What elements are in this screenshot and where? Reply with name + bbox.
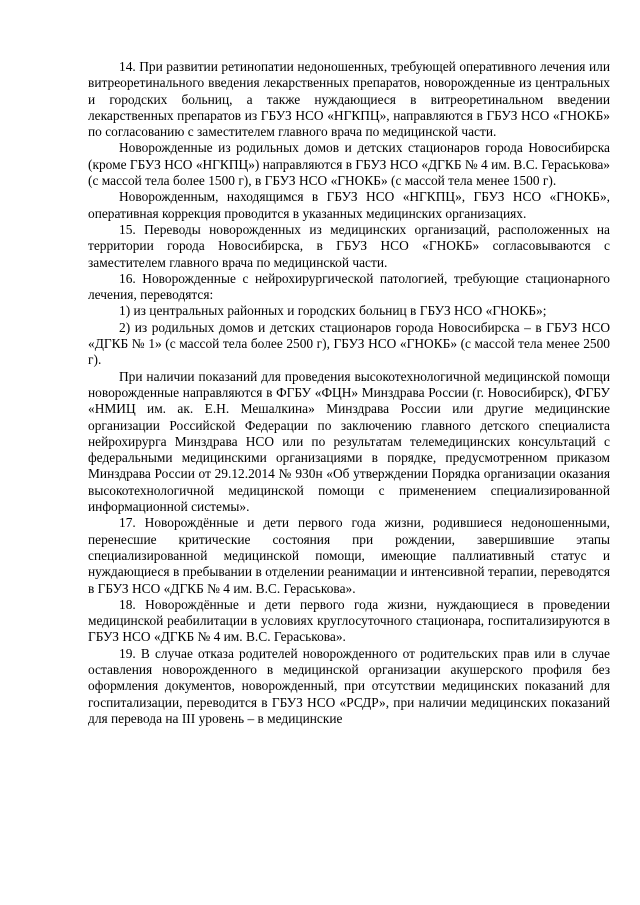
paragraph-15: 15. Переводы новорожденных из медицинских организаций, расположенных на территории города Новосибирска, в ГБУЗ НСО «ГНОКБ» согласовываются с заместителем главного врача по медицинской части. bbox=[88, 221, 610, 270]
paragraph-19: 19. В случае отказа родителей новорожденного от родительских прав или в случае оставления новорожденного в медицинской организации акушерского профиля без оформления документов, новорожденный, при отсутствии медицинских показаний для госпитализации, переводится в ГБУЗ НСО «РСДР», при наличии медицинских показаний для перевода на III уровень – в медицинские bbox=[88, 645, 610, 726]
list-item-1: 1) из центральных районных и городских больниц в ГБУЗ НСО «ГНОКБ»; bbox=[119, 303, 547, 319]
document-page bbox=[88, 59, 610, 727]
paragraph-17: 17. Новорождённые и дети первого года жизни, родившиеся недоношенными, перенесшие критические состояния при рождении, завершившие этапы специализированной медицинской помощи, имеющие паллиативный статус и нуждающиеся в пребывании в отделении реанимации и интенсивной терапии, переводятся в ГБУЗ НСО «ДГКБ № 4 им. В.С. Гераськова». bbox=[88, 515, 610, 596]
paragraph-18: 18. Новорождённые и дети первого года жизни, нуждающиеся в проведении медицинской реабилитации в условиях круглосуточного стационара, госпитализируются в ГБУЗ НСО «ДГКБ № 4 им. В.С. Гераськова». bbox=[88, 596, 610, 645]
paragraph-novosibirsk-transfer: Новорожденные из родильных домов и детских стационаров города Новосибирска (кроме ГБУЗ НСО «НГКПЦ») направляются в ГБУЗ НСО «ДГКБ № 4 им. В.С. Гераськова» (с массой тела более 1500 г), в ГБУЗ НСО «ГНОКБ» (с массой тела менее 1500 г). bbox=[88, 140, 610, 189]
list-item-2: 2) из родильных домов и детских стационаров города Новосибирска – в ГБУЗ НСО «ДГКБ № 1» (с массой тела более 2500 г), ГБУЗ НСО «ГНОКБ» (с массой тела менее 2500 г). bbox=[88, 319, 610, 368]
paragraph-14: 14. При развитии ретинопатии недоношенных, требующей оперативного лечения или витреоретинального введения лекарственных препаратов, новорожденные из центральных и городских больниц, а также нуждающиеся в витреоретинальном введении лекарственных препаратов из ГБУЗ НСО «НГКПЦ», направляются в ГБУЗ НСО «ГНОКБ» по согласованию с заместителем главного врача по медицинской части. bbox=[88, 59, 610, 140]
paragraph-operative-correction: Новорожденным, находящимся в ГБУЗ НСО «НГКПЦ», ГБУЗ НСО «ГНОКБ», оперативная коррекция проводится в указанных медицинских организациях. bbox=[88, 189, 610, 221]
paragraph-high-tech-care: При наличии показаний для проведения высокотехнологичной медицинской помощи новорожденные направляются в ФГБУ «ФЦН» Минздрава России (г. Новосибирск), ФГБУ «НМИЦ им. ак. Е.Н. Мешалкина» Минздрава России или другие медицинские организации Российской Федерации по заключению главного детского специалиста нейрохирурга Минздрава НСО или по результатам телемедицинских консультаций с федеральными медицинскими организациями в порядке, предусмотренном приказом Минздрава России от 29.12.2014 № 930н «Об утверждении Порядка организации оказания высокотехнологичной медицинской помощи с применением специализированной информационной системы». bbox=[88, 368, 610, 515]
paragraph-16: 16. Новорожденные с нейрохирургической патологией, требующие стационарного лечения, переводятся: bbox=[88, 270, 610, 303]
